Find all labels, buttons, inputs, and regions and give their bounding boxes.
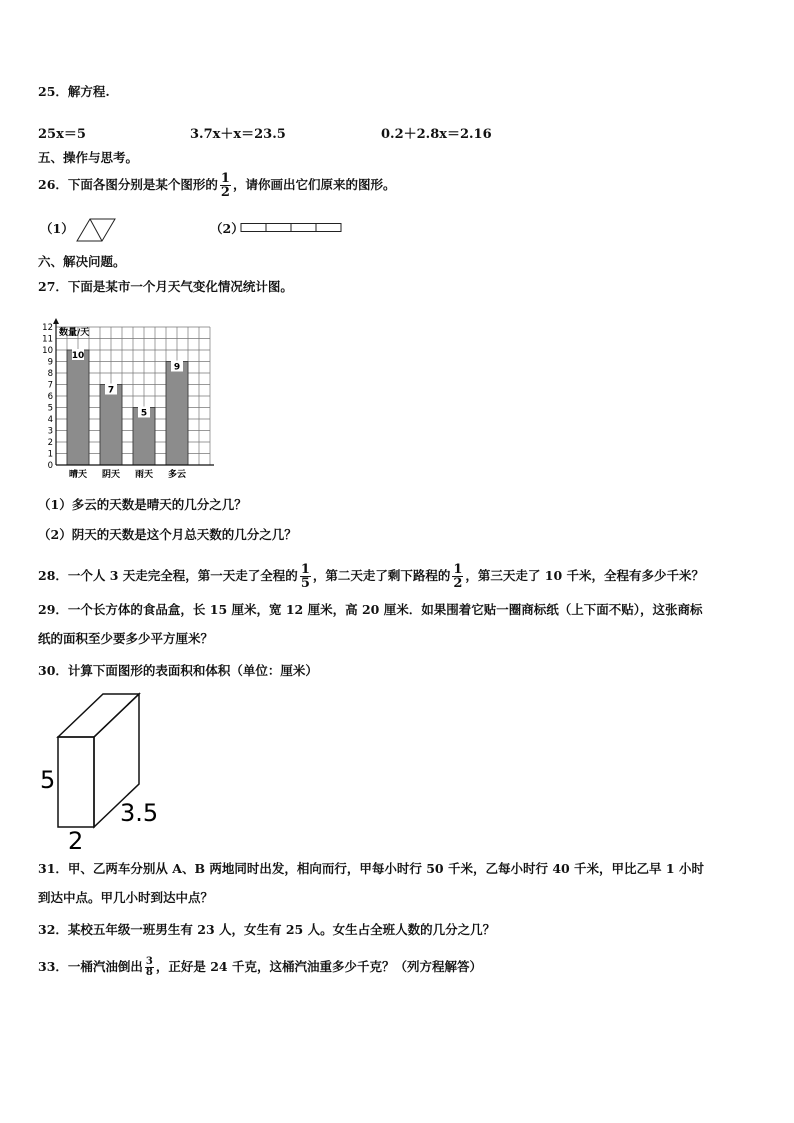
cuboid-top-face [58, 694, 139, 737]
q31-line-1: 31．甲、乙两车分别从 A、B 两地同时出发，相向而行，甲每小时行 50 千米，乙每小时行 40 千米，甲比乙早 1 小时 [38, 861, 704, 876]
bar-多云 [166, 362, 188, 466]
fraction-numerator: 1 [220, 171, 230, 186]
fraction-denominator: 5 [300, 576, 310, 591]
y-axis-arrow [53, 318, 59, 324]
y-tick-label: 9 [47, 357, 53, 368]
y-tick-label: 8 [47, 369, 53, 379]
q30-title: 30．计算下面图形的表面积和体积（单位：厘米） [38, 663, 318, 678]
q26-fraction [220, 172, 231, 199]
y-tick-label: 0 [47, 461, 53, 471]
category-label: 多云 [167, 470, 187, 480]
cuboid-front-face [58, 737, 94, 827]
bar-value-label: 5 [140, 408, 148, 419]
section-6-heading: 六、解决问题。 [38, 254, 126, 269]
dim-height-label: 5 [40, 766, 56, 794]
q29-line-2: 纸的面积至少要多少平方厘米？ [38, 631, 214, 646]
bar-value-label: 7 [107, 385, 115, 396]
bar-晴天 [67, 350, 89, 465]
q31-line-2: 到达中点。甲几小时到达中点？ [38, 890, 214, 905]
equation-3: 0.2＋2.8x＝2.16 [381, 127, 492, 142]
q26-after: ，请你画出它们原来的图形。 [232, 177, 396, 192]
category-label: 雨天 [134, 470, 154, 480]
q28-part-2: ，第二天走了剩下路程的 [312, 568, 451, 583]
rectangle-strip-figure [240, 222, 344, 234]
cuboid-figure [36, 690, 166, 855]
q26-label-2: （2） [210, 221, 244, 236]
q28-fraction-1 [300, 563, 311, 590]
q28-part-3: ，第三天走了 10 千米，全程有多少千米？ [465, 568, 705, 583]
dim-width-label: 2 [68, 827, 84, 855]
y-tick-label: 7 [47, 380, 53, 391]
q27-title: 27．下面是某市一个月天气变化情况统计图。 [38, 279, 293, 294]
weather-bar-chart [34, 313, 214, 483]
y-tick-label: 6 [47, 392, 53, 402]
q25-title: 25．解方程. [38, 84, 110, 99]
fraction-denominator: 8 [145, 967, 153, 978]
fraction-numerator: 3 [145, 956, 153, 967]
fraction-numerator: 1 [453, 562, 463, 577]
q29-line-1: 29．一个长方体的食品盒，长 15 厘米，宽 12 厘米，高 20 厘米．如果围着它贴一圈商标纸（上下面不贴），这张商标 [38, 602, 703, 617]
q28-part-1: 28．一个人 3 天走完全程，第一天走了全程的 [38, 568, 298, 583]
fraction-numerator: 1 [300, 562, 310, 577]
q33-text [38, 957, 482, 978]
q26-text [38, 172, 395, 199]
fraction-denominator: 2 [220, 185, 230, 200]
equation-2: 3.7x＋x＝23.5 [190, 127, 286, 142]
q28-text [38, 563, 704, 590]
dim-depth-label: 3.5 [120, 799, 159, 827]
y-tick-label: 2 [47, 438, 53, 448]
parallelogram-diagonal [90, 219, 102, 241]
q27-sub2: （2）阴天的天数是这个月总天数的几分之几？ [38, 527, 297, 542]
q26-label-1: （1） [40, 221, 74, 236]
category-label: 阴天 [101, 470, 121, 480]
y-tick-label: 11 [42, 334, 53, 345]
q33-fraction [145, 957, 154, 978]
q26-before: 26．下面各图分别是某个图形的 [38, 177, 218, 192]
q27-sub1: （1）多云的天数是晴天的几分之几？ [38, 497, 247, 512]
fraction-denominator: 2 [453, 576, 463, 591]
q33-after: ，正好是 24 千克，这桶汽油重多少千克？（列方程解答） [155, 959, 482, 974]
parallelogram-figure [76, 217, 118, 243]
bar-value-label: 9 [173, 362, 181, 373]
bar-阴天 [100, 385, 122, 466]
y-tick-label: 3 [47, 426, 53, 437]
y-tick-label: 1 [47, 449, 53, 460]
category-label: 晴天 [68, 470, 88, 480]
y-axis-label: 数量/天 [59, 328, 90, 338]
y-tick-label: 10 [42, 346, 53, 356]
q28-fraction-2 [452, 563, 463, 590]
section-5-heading: 五、操作与思考。 [38, 150, 139, 165]
equation-1: 25x＝5 [38, 127, 86, 142]
y-tick-label: 12 [42, 323, 53, 333]
q32-text: 32．某校五年级一班男生有 23 人，女生有 25 人。女生占全班人数的几分之几？ [38, 922, 496, 937]
bar-value-label: 10 [71, 351, 85, 361]
q33-before: 33．一桶汽油倒出 [38, 959, 143, 974]
y-tick-label: 5 [47, 403, 53, 414]
y-tick-label: 4 [47, 415, 53, 425]
